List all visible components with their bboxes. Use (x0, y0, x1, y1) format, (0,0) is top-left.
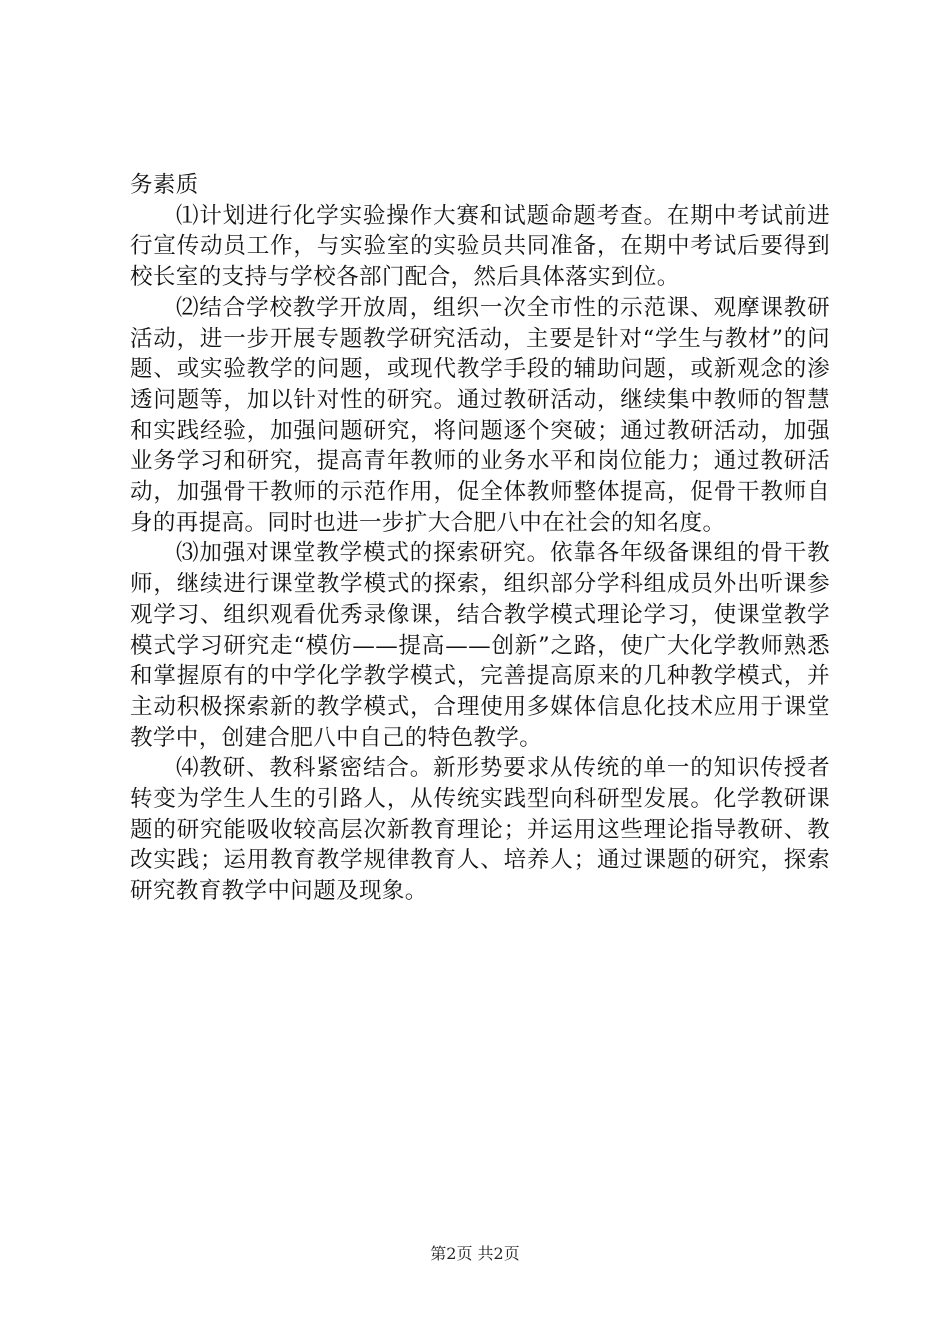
paragraph-3: ⑶加强对课堂教学模式的探索研究。依靠各年级备课组的骨干教师，继续进行课堂教学模式的探索，组织部分学科组成员外出听课参观学习、组织观看优秀录像课，结合教学模式理论学习，使课堂教学模式学习研究走“模仿——提高——创新”之路，使广大化学教师熟悉和掌握原有的中学化学教学模式，完善提高原来的几种教学模式，并主动积极探索新的教学模式，合理使用多媒体信息化技术应用于课堂教学中，创建合肥八中自己的特色教学。 (130, 540, 830, 751)
paragraph-1: ⑴计划进行化学实验操作大赛和试题命题考查。在期中考试前进行宣传动员工作，与实验室的实验员共同准备，在期中考试后要得到校长室的支持与学校各部门配合，然后具体落实到位。 (130, 202, 830, 291)
continuation-text: 务素质 (130, 172, 199, 198)
paragraph-2: ⑵结合学校教学开放周，组织一次全市性的示范课、观摩课教研活动，进一步开展专题教学研究活动，主要是针对“学生与教材”的问题、或实验教学的问题，或现代教学手段的辅助问题，或新观念的渗透问题等，加以针对性的研究。通过教研活动，继续集中教师的智慧和实践经验，加强问题研究，将问题逐个突破；通过教研活动，加强业务学习和研究，提高青年教师的业务水平和岗位能力；通过教研活动，加强骨干教师的示范作用，促全体教师整体提高，促骨干教师自身的再提高。同时也进一步扩大合肥八中在社会的知名度。 (130, 294, 830, 536)
paragraph-4: ⑷教研、教科紧密结合。新形势要求从传统的单一的知识传授者转变为学生人生的引路人，从传统实践型向科研型发展。化学教研课题的研究能吸收较高层次新教育理论；并运用这些理论指导教研、教改实践；运用教育教学规律教育人、培养人；通过课题的研究，探索研究教育教学中问题及现象。 (130, 755, 830, 905)
page-footer: 第2页 共2页 (430, 1244, 520, 1263)
document-body (130, 170, 830, 907)
